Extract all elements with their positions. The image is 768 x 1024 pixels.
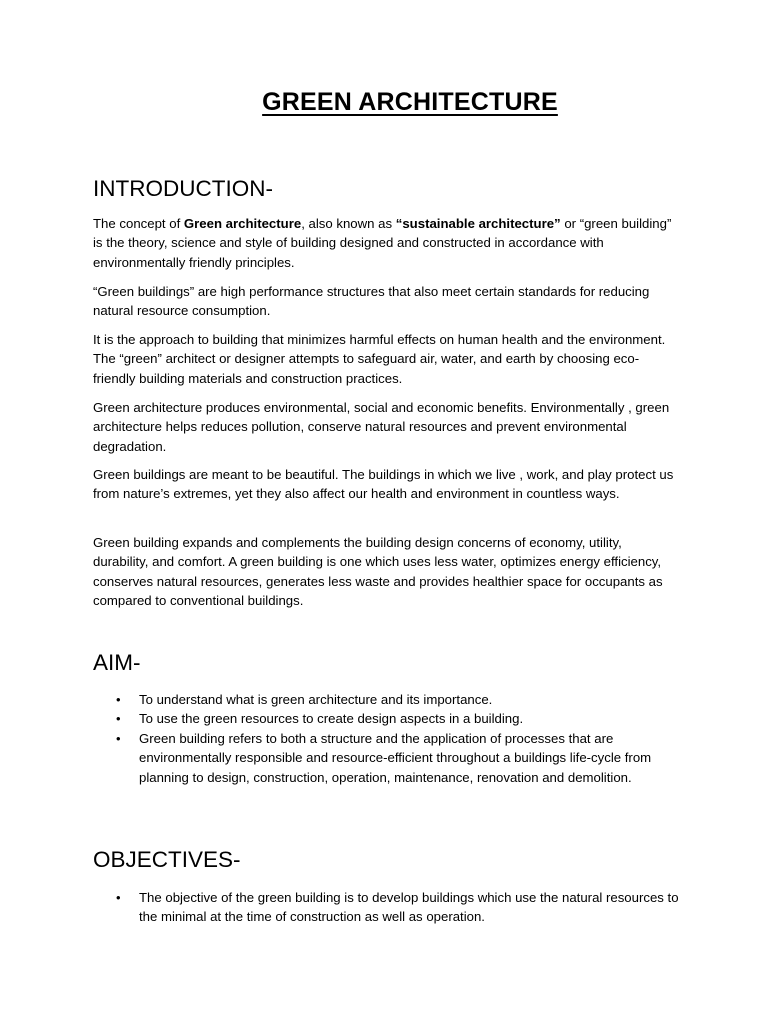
bullet-icon: • (116, 730, 121, 746)
aim-item-text: To understand what is green architecture and its importance. (139, 692, 493, 707)
objectives-heading: OBJECTIVES- (93, 847, 241, 872)
intro-paragraph-2: “Green buildings” are high performance structures that also meet certain standards for reducing natural resource consumption. (93, 284, 650, 319)
introduction-heading: INTRODUCTION- (93, 176, 273, 201)
document-title: GREEN ARCHITECTURE (262, 88, 558, 116)
intro-p1-text-2: , also known as (301, 216, 396, 231)
intro-paragraph-5: Green buildings are meant to be beautiful. The buildings in which we live , work, and play protect us from nature’s extremes, yet they also affect our health and environment in countless ways. (93, 467, 674, 502)
intro-p1-text-1: The concept of (93, 216, 184, 231)
intro-paragraph-3: It is the approach to building that minimizes harmful effects on human health and the environment. The “green” architect or designer attempts to safeguard air, water, and earth by choosing eco-friendly building materials and construction practices. (93, 332, 666, 386)
intro-p1-bold-2: “sustainable architecture” (395, 216, 561, 231)
list-item (93, 709, 679, 728)
list-item (93, 729, 679, 787)
aim-list (93, 690, 679, 787)
list-item (93, 690, 679, 709)
objectives-list (93, 888, 679, 927)
aim-item-text: To use the green resources to create design aspects in a building. (139, 711, 524, 727)
intro-paragraph-6: Green building expands and complements the building design concerns of economy, utility, durability, and comfort. A green building is one which uses less water, optimizes energy efficiency, conserves natural resources, generates less waste and provides healthier space for occupants as compared to conventional buildings. (93, 535, 663, 609)
intro-paragraph-1 (93, 214, 679, 272)
bullet-icon: • (116, 711, 121, 727)
aim-item-text: Green building refers to both a structure and the application of processes that are environmentally responsible and resource-efficient throughout a buildings life-cycle from planning to design, construction, operation, maintenance, renovation and demolition. (139, 730, 652, 785)
list-item (93, 888, 679, 927)
aim-heading: AIM- (93, 650, 141, 675)
bullet-icon: • (116, 890, 121, 905)
bullet-icon: • (116, 692, 121, 707)
objective-item-text: The objective of the green building is to develop buildings which use the natural resources to the minimal at the time of construction as well as operation. (139, 890, 679, 925)
intro-p1-text-3: or “green building” is the theory, science and style of building designed and constructed in accordance with environmentally friendly principles. (93, 216, 672, 270)
intro-paragraph-4: Green architecture produces environmental, social and economic benefits. Environmentally , green architecture helps reduces pollution, conserve natural resources and prevent environmental degradation. (93, 400, 670, 454)
intro-p1-bold-1: Green architecture (183, 216, 302, 231)
